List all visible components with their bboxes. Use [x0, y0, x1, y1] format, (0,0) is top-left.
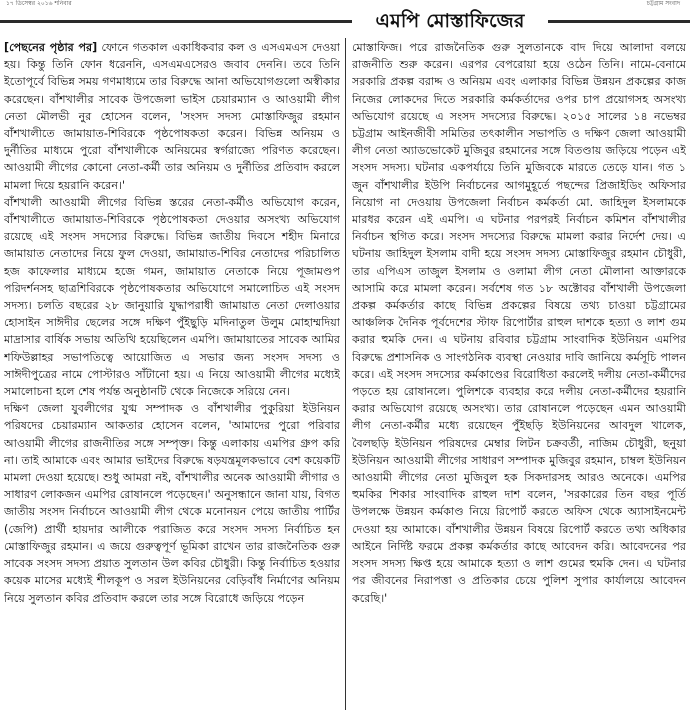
article-column-left	[4, 39, 340, 709]
headline-rule-right	[548, 20, 690, 23]
article-headline: এমপি মোস্তাফিজের	[375, 10, 525, 32]
continuation-kicker: [পেছনের পৃষ্ঠার পর]	[4, 41, 98, 54]
paragraph-text: ফোনে গতকাল একাধিকবার কল ও এসএমএস দেওয়া হয়। কিন্তু তিনি ফোন ধরেননি, এসএমএসেরও জবাব দেননি। তবে তিনি ইতোপূর্বে বিভিন্ন সময় গণমাধ্যমে তার বিরুদ্ধে আনা অভিযোগগুলো অস্বীকার করেছেন। বাঁশখালীর সাবেক উপজেলা ভাইস চেয়ারম্যান ও আওয়ামী লীগ নেতা মৌলভী নুর হোসেন বলেন, 'সংসদ সদস্য মোস্তাফিজুর রহমান বাঁশখালীতে জামায়াত-শিবিরকে পৃষ্ঠপোষকতা করেন। বিভিন্ন অনিয়ম ও দুর্নীতির মাধ্যমে পুরো বাঁশখালীকে অনিয়মের স্বর্গরাজ্যে পরিণত করেছেন। আওয়ামী লীগের কোনো নেতা-কর্মী তার অনিয়ম ও দুর্নীতির প্রতিবাদ করলে মামলা দিয়ে হয়রানি করেন।'	[4, 41, 340, 192]
article-paragraph	[4, 39, 340, 194]
article-paragraph: মোস্তাফিজ। পরে রাজনৈতিক গুরু সুলতানকে বাদ দিয়ে আলাদা বলয়ে রাজনীতি শুরু করেন। এরপর বেপরোয়া হয়ে ওঠেন তিনি। নামে-বেনামে সরকারি প্রকল্প বরাদ্দ ও অনিয়ম এবং এলাকার বিভিন্ন উন্নয়ন প্রকল্পের কাজ নিজের লোকদের দিতে সরকারি কর্মকর্তাদের ওপর চাপ প্রয়োগসহ অসংখ্য অভিযোগ রয়েছে এ সংসদ সদস্যের বিরুদ্ধে। ২০১৫ সালের ১৪ নভেম্বর চট্টগ্রাম আইনজীবী সমিতির তৎকালীন সভাপতি ও দক্ষিণ জেলা আওয়ামী লীগ নেতা অ্যাডভোকেট মুজিবুর রহমানের সঙ্গে বিতণ্ডায় জড়িয়ে পড়েন এই সংসদ সদস্য। ঘটনার একপর্যায়ে তিনি মুজিবকে মারতে তেড়ে যান। গত ১ জুন বাঁশখালীর ইউপি নির্বাচনের আগমুহূর্তে পছন্দের প্রিজাইডিং অফিসার নিয়োগ না দেওয়ায় উপজেলা নির্বাচন কর্মকর্তা মো. জাহিদুল ইসলামকে মারধর করেন এই এমপি। এ ঘটনার পরপরই নির্বাচন কমিশন বাঁশখালীর নির্বাচন স্থগিত করে। সংসদ সদস্যের বিরুদ্ধে মামলা করার নির্দেশ দেয়। এ ঘটনায় জাহিদুল ইসলাম বাদী হয়ে সংসদ সদস্য মোস্তাফিজুর রহমান চৌধুরী, তার এপিএস তাজুল ইসলাম ও ওলামা লীগ নেতা মৌলানা আক্তারকে আসামি করে মামলা করেন। সর্বশেষ গত ১৮ অক্টোবর বাঁশখালী উপজেলা প্রকল্প কর্মকর্তার কাছে বিভিন্ন প্রকল্পের বিষয়ে তথ্য চাওয়া চট্টগ্রামের আঞ্চলিক দৈনিক পূর্বদেশের স্টাফ রিপোর্টার রাহুল দাশকে হত্যা ও লাশ গুম করার হুমকি দেন। এ ঘটনায় রবিবার চট্টগ্রাম সাংবাদিক ইউনিয়ন এমপির বিরুদ্ধে প্রশাসনিক ও সাংগঠনিক ব্যবস্থা নেওয়ার দাবি জানিয়ে কর্মসূচি পালন করে। এই সংসদ সদস্যের কর্মকাণ্ডের বিরোধিতা করলেই দলীয় নেতা-কর্মীদের পড়তে হয় রোষানলে। পুলিশকে ব্যবহার করে দলীয় নেতা-কর্মীদের হয়রানি করার অভিযোগ রয়েছে অসংখ্য। তার রোষানলে পড়েছেন এমন আওয়ামী লীগ নেতা-কর্মীর মধ্যে রয়েছেন পুঁইছড়ি ইউনিয়নের আবদুল খালেক, বৈলছড়ি ইউনিয়ন পরিষদের মেম্বার লিটন চক্রবর্তী, নাজিম চৌধুরী, ছনুয়া ইউনিয়ন আওয়ামী লীগের সাধারণ সম্পাদক মুজিবুর রহমান, চাম্বল ইউনিয়ন আওয়ামী লীগের নেতা মুজিবুল হক সিকদারসহ আরও অনেকে। এমপির হুমকির শিকার সাংবাদিক রাহুল দাশ বলেন, 'সরকারের তিন বছর পূর্তি উপলক্ষে উন্নয়ন কর্মকাণ্ড নিয়ে রিপোর্ট করতে অফিস থেকে অ্যাসাইনমেন্ট দেওয়া হয় আমাকে। বাঁশখালীর উন্নয়ন বিষয়ে রিপোর্ট করতে তথ্য অধিকার আইনে নির্দিষ্ট ফরমে প্রকল্প কর্মকর্তার কাছে আবেদন করি। আবেদনের পর সংসদ সদস্য ক্ষিপ্ত হয়ে আমাকে হত্যা ও লাশ গুমের হুমকি দেন। এ ঘটনার পর জীবনের নিরাপত্তা ও প্রতিকার চেয়ে পুলিশ সুপার কার্যালয়ে আবেদন করেছি।'	[352, 41, 686, 605]
column-divider	[345, 38, 346, 710]
top-strip-date: ১৭ ডিসেম্বর ২০১৬ শনিবার	[6, 0, 72, 7]
top-strip-section: চট্টগ্রাম সংবাদ	[646, 0, 680, 7]
headline-row	[0, 8, 690, 34]
page-top-strip	[0, 0, 690, 8]
article-column-right	[352, 39, 686, 709]
article-paragraph: বাঁশখালী আওয়ামী লীগের বিভিন্ন স্তরের নেতা-কর্মীও অভিযোগ করেন, বাঁশখালীতে জামায়াত-শিবিরকে পৃষ্ঠপোষকতা দেওয়ার অসংখ্য অভিযোগ রয়েছে এই সংসদ সদস্যের বিরুদ্ধে। বিভিন্ন জাতীয় দিবসে শহীদ মিনারে জামায়াত নেতাদের নিয়ে ফুল দেওয়া, জামায়াত-শিবির নেতাদের পরিচালিত হজ কাফেলার মাধ্যমে হজে গমন, জামায়াত নেতাকে নিয়ে পূজামণ্ডপ পরিদর্শনসহ ছাত্রশিবিরকে পৃষ্ঠপোষকতার অভিযোগে সমালোচিত এই সংসদ সদস্য। চলতি বছরের ২৮ জানুয়ারি যুদ্ধাপরাধী জামায়াত নেতা দেলাওয়ার হোসাইন সাঈদীর ছেলের সঙ্গে দক্ষিণ পুঁইছুড়ি মদিনাতুল উলুম মোহাম্মদিয়া মাদ্রাসার বার্ষিক সভায় অতিথি হয়েছিলেন এমপি। জামায়াতের সাবেক আমির শফিউল্লাহর সভাপতিত্বে আয়োজিত এ সভার জন্য সংসদ সদস্য ও সাঈদীপুত্রের নামে পোস্টারও সাঁটানো হয়। এ নিয়ে আওয়ামী লীগের মধ্যেই সমালোচনা হলে শেষ পর্যন্ত অনুষ্ঠানটি থেকে নিজেকে সরিয়ে নেন।	[4, 195, 340, 399]
headline-rule-left	[0, 20, 352, 23]
article-paragraph: দক্ষিণ জেলা যুবলীগের যুগ্ম সম্পাদক ও বাঁশখালীর পুকুরিয়া ইউনিয়ন পরিষদের চেয়ারম্যান আকতার হোসেন বলেন, 'আমাদের পুরো পরিবার আওয়ামী লীগের রাজনীতির সঙ্গে সম্পৃক্ত। কিন্তু এলাকায় এমপির গ্রুপ করি না। তাই আমাকে এবং আমার ভাইদের বিরুদ্ধে ষড়যন্ত্রমূলকভাবে বেশ কয়েকটি মামলা দেওয়া হয়েছে। শুধু আমরা নই, বাঁশখালীর অনেক আওয়ামী লীগার ও সাধারণ লোকজন এমপির রোষানলে পড়েছেন।' অনুসন্ধানে জানা যায়, বিগত জাতীয় সংসদ নির্বাচনে আওয়ামী লীগ থেকে মনোনয়ন পেয়ে জাতীয় পার্টির (জেপি) প্রার্থী হায়দার আলীকে পরাজিত করে সংসদ সদস্য নির্বাচিত হন মোস্তাফিজুর রহমান। এ জয়ে গুরুত্বপূর্ণ ভূমিকা রাখেন তার রাজনৈতিক গুরু সাবেক সংসদ সদস্য প্রয়াত সুলতান উল কবির চৌধুরী। কিন্তু নির্বাচিত হওয়ার কয়েক মাসের মধ্যেই শীলকূপ ও সরল ইউনিয়নের বেড়িবাঁধ নির্মাণের অনিয়ম নিয়ে সুলতান কবির প্রতিবাদ করলে তার সঙ্গে বিরোধে জড়িয়ে পড়েন	[4, 402, 340, 605]
